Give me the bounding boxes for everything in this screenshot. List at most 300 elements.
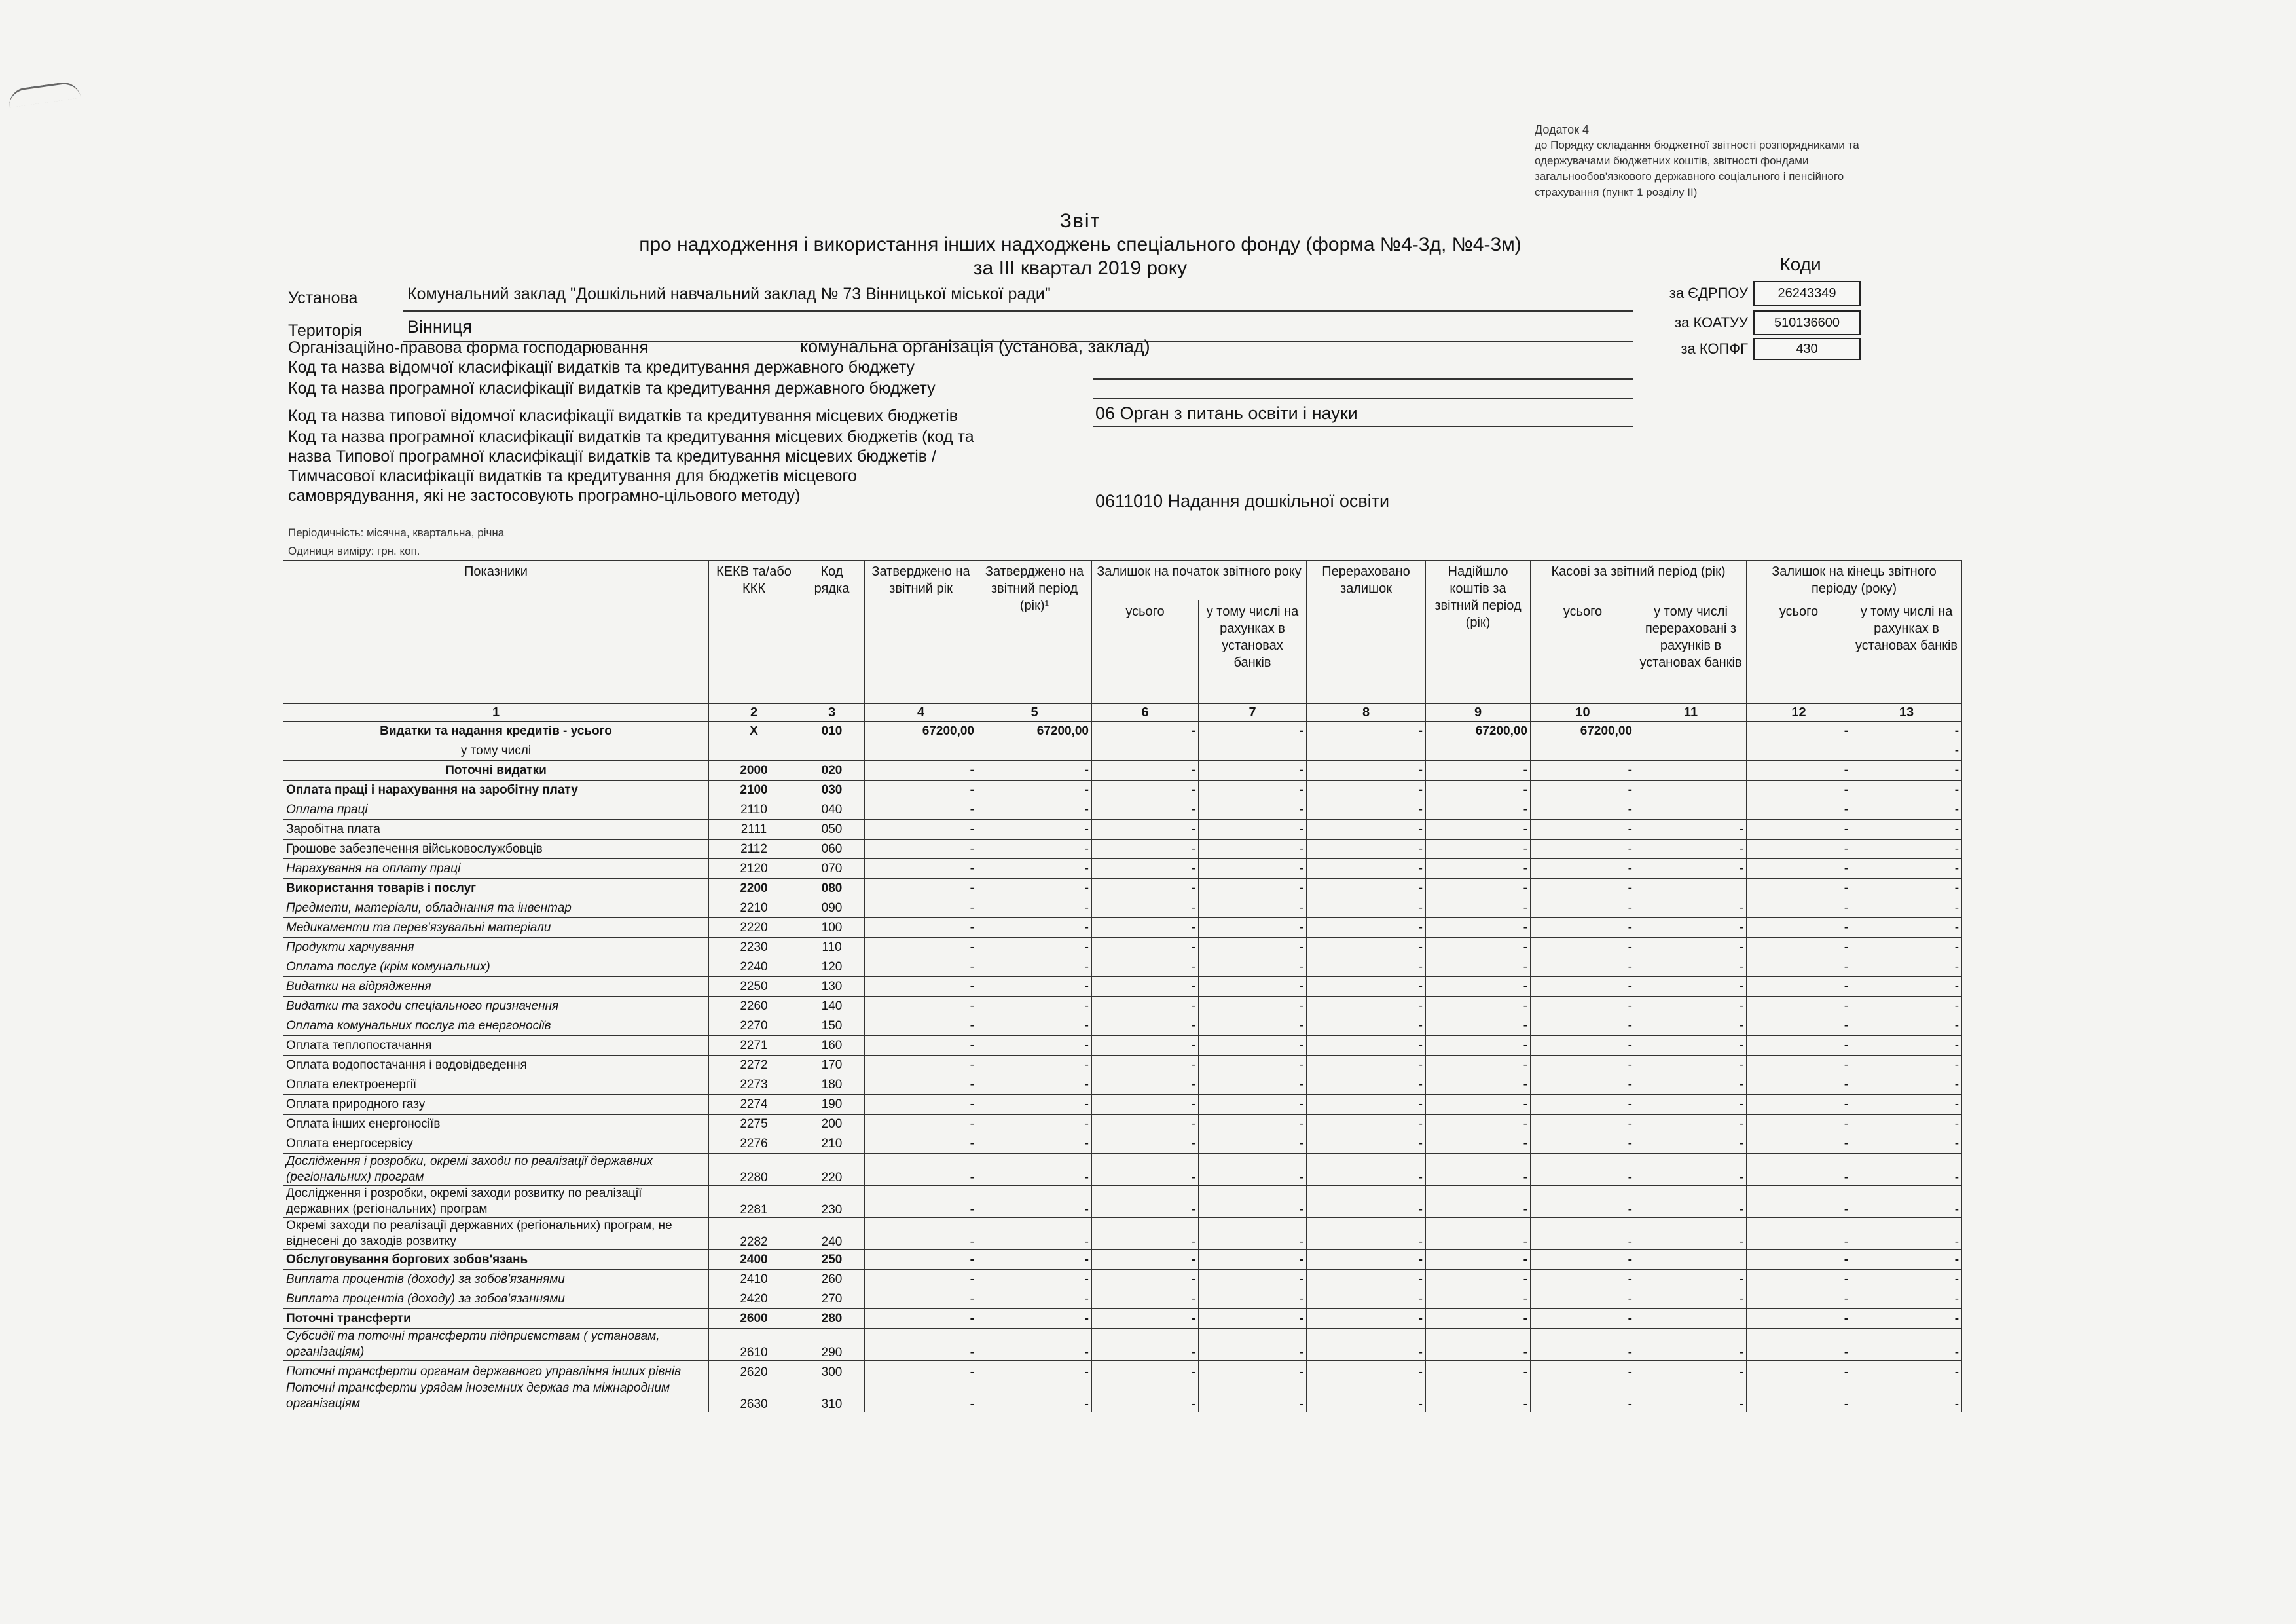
table-row [283,1309,1962,1329]
row-value: - [1851,977,1962,997]
row-value: - [1199,898,1307,918]
row-kekv: 2276 [709,1134,799,1154]
row-value: - [1092,977,1199,997]
row-value: - [1635,1095,1747,1115]
row-value: - [865,1095,977,1115]
row-value: - [1307,1309,1426,1329]
row-value: - [1531,1036,1635,1056]
row-kekv: 2230 [709,938,799,957]
row-kekv: 2410 [709,1270,799,1289]
underline [403,310,1633,312]
row-value: - [1747,1095,1851,1115]
row-value: - [1092,1154,1199,1186]
row-value: - [1747,1289,1851,1309]
row-value: - [1635,1134,1747,1154]
row-value: - [1307,1186,1426,1218]
row-code: 300 [799,1361,865,1380]
row-value: - [1307,938,1426,957]
row-value: - [1426,879,1531,898]
row-kekv: 2210 [709,898,799,918]
row-code: 090 [799,898,865,918]
row-code: 010 [799,722,865,741]
row-value: - [1747,1186,1851,1218]
row-value: - [1307,1154,1426,1186]
row-value: - [1199,1036,1307,1056]
annex-line: загальнообов'язкового державного соціального і пенсійного [1535,170,1844,183]
row-value: - [1531,997,1635,1016]
column-number: 5 [977,704,1092,722]
row-name: Оплата послуг (крім комунальних) [283,957,709,977]
row-value: - [865,1186,977,1218]
row-kekv: 2280 [709,1154,799,1186]
row-kekv: 2400 [709,1250,799,1270]
row-value: - [1199,859,1307,879]
row-code: 040 [799,800,865,820]
row-value: - [1635,918,1747,938]
row-value: - [1426,1134,1531,1154]
row-code: 060 [799,840,865,859]
row-code: 100 [799,918,865,938]
row-value: - [865,800,977,820]
header-approved-year: Затверджено на звітний рік [865,561,977,704]
row-code: 170 [799,1056,865,1075]
row-kekv: 2282 [709,1218,799,1250]
row-value: - [1426,820,1531,840]
row-value: - [1851,761,1962,781]
table-row [283,1361,1962,1380]
table-row [283,1016,1962,1036]
row-name: Оплата комунальних послуг та енергоносіїв [283,1016,709,1036]
row-value: - [1092,1218,1199,1250]
row-value: - [1635,1036,1747,1056]
column-number: 3 [799,704,865,722]
row-value: - [1426,1250,1531,1270]
row-value: - [1851,840,1962,859]
row-value: - [1426,1361,1531,1380]
row-value: - [1199,781,1307,800]
row-kekv: 2240 [709,957,799,977]
row-value: - [1531,800,1635,820]
row-value: - [865,1134,977,1154]
org-form-value: комунальна організація (установа, заклад) [800,337,1150,356]
row-value: - [1426,1036,1531,1056]
row-value: - [1426,977,1531,997]
row-value: - [977,1075,1092,1095]
column-number: 6 [1092,704,1199,722]
row-value: - [1747,1218,1851,1250]
row-value: - [1635,859,1747,879]
row-value: - [1307,1250,1426,1270]
row-value: - [977,859,1092,879]
row-code: 280 [799,1309,865,1329]
row-value: - [977,938,1092,957]
row-value: - [1199,1056,1307,1075]
row-value: - [1747,1250,1851,1270]
row-value: - [1426,918,1531,938]
row-value: - [1092,722,1199,741]
row-value: - [1199,1154,1307,1186]
row-code: 110 [799,938,865,957]
code-koatuu-value: 510136600 [1753,310,1861,335]
row-value: - [977,1134,1092,1154]
row-value: - [977,957,1092,977]
row-value: - [865,1309,977,1329]
row-value [1635,1250,1747,1270]
row-value: - [977,1218,1092,1250]
row-value: - [1307,977,1426,997]
row-value: - [977,1016,1092,1036]
row-value: - [1426,781,1531,800]
row-value: - [1531,859,1635,879]
row-kekv: 2273 [709,1075,799,1095]
row-kekv: 2281 [709,1186,799,1218]
row-value: - [1531,957,1635,977]
row-value: - [1307,997,1426,1016]
row-value: - [865,879,977,898]
row-name: Оплата водопостачання і водовідведення [283,1056,709,1075]
row-code: 050 [799,820,865,840]
row-value: - [1426,957,1531,977]
row-kekv: 2111 [709,820,799,840]
row-value: - [1851,1186,1962,1218]
row-value: - [1851,1134,1962,1154]
row-code: 080 [799,879,865,898]
report-title [393,210,1768,280]
row-value: - [1851,898,1962,918]
row-name: у тому числі [283,741,709,761]
row-value: - [1199,997,1307,1016]
row-value: - [1747,1036,1851,1056]
column-number: 9 [1426,704,1531,722]
row-kekv: X [709,722,799,741]
row-value [1426,741,1531,761]
row-value: - [1092,918,1199,938]
row-kekv: 2200 [709,879,799,898]
row-value: - [1851,1250,1962,1270]
institution-label: Установа [288,289,358,307]
row-value: - [1426,1186,1531,1218]
row-value [1635,761,1747,781]
row-value: - [1307,1380,1426,1412]
row-value: - [1199,1134,1307,1154]
row-value: - [1635,840,1747,859]
table-row [283,1380,1962,1412]
row-value [1307,741,1426,761]
row-value: - [1531,1380,1635,1412]
row-value: - [1092,781,1199,800]
institution-name: Комунальний заклад "Дошкільний навчальний заклад № 73 Вінницької міської ради" [407,285,1051,303]
table-row [283,1115,1962,1134]
column-number: 8 [1307,704,1426,722]
row-value: - [865,1036,977,1056]
row-value: - [1531,1186,1635,1218]
row-value: - [1199,938,1307,957]
row-value: - [977,781,1092,800]
row-kekv: 2274 [709,1095,799,1115]
row-value: - [1747,1270,1851,1289]
dept-class-label: Код та назва відомчої класифікації видатків та кредитування державного бюджету [288,358,915,377]
row-value: - [1531,840,1635,859]
row-value: - [1635,1115,1747,1134]
row-code: 220 [799,1154,865,1186]
table-row [283,898,1962,918]
row-value: - [1531,977,1635,997]
row-value: - [1307,1036,1426,1056]
row-value: - [1531,879,1635,898]
row-value: - [1747,957,1851,977]
table-row [283,1095,1962,1115]
row-value: - [865,1289,977,1309]
header-total: усього [1092,600,1199,704]
territory-value: Вінниця [407,317,472,337]
row-value: - [1747,1361,1851,1380]
row-value: - [1426,1154,1531,1186]
row-value: - [1635,1056,1747,1075]
row-value: - [1092,898,1199,918]
table-row [283,1329,1962,1361]
row-value: - [1747,820,1851,840]
header-in-banks: у тому числі на рахунках в установах банків [1851,600,1962,704]
row-value: - [1851,859,1962,879]
row-value: - [977,1154,1092,1186]
row-value: - [1635,1218,1747,1250]
row-kekv: 2250 [709,977,799,997]
org-form-label: Організаційно-правова форма господарювання [288,339,648,357]
row-value: - [1635,957,1747,977]
row-value: - [1426,1329,1531,1361]
row-value: - [865,938,977,957]
row-value: - [865,1056,977,1075]
row-value: - [1307,898,1426,918]
table-row [283,761,1962,781]
row-value: - [865,977,977,997]
row-value: - [1307,1329,1426,1361]
row-value: - [1199,1361,1307,1380]
header-total: усього [1747,600,1851,704]
row-value: - [1426,1218,1531,1250]
row-value: - [1307,1075,1426,1095]
row-value: - [1851,957,1962,977]
row-value: - [1747,1380,1851,1412]
row-name: Виплата процентів (доходу) за зобов'язаннями [283,1270,709,1289]
row-value: - [1851,741,1962,761]
row-value: - [1851,1115,1962,1134]
row-value: - [1747,722,1851,741]
underline [1093,426,1633,427]
row-value: - [1092,1270,1199,1289]
row-value: - [1851,1289,1962,1309]
row-value: 67200,00 [1531,722,1635,741]
row-value: - [1092,1186,1199,1218]
table-row [283,1250,1962,1270]
row-value: - [1851,722,1962,741]
row-value: - [977,1250,1092,1270]
row-value [1199,741,1307,761]
row-value [865,741,977,761]
row-value: - [1851,1309,1962,1329]
row-value: - [1747,977,1851,997]
row-value: - [1199,1095,1307,1115]
row-value: - [1199,1380,1307,1412]
row-value: - [1851,997,1962,1016]
row-value: - [977,1186,1092,1218]
row-value: - [865,1016,977,1036]
table-row [283,800,1962,820]
row-value: - [1426,1016,1531,1036]
row-value: - [1199,957,1307,977]
row-name: Оплата теплопостачання [283,1036,709,1056]
row-value: - [1307,957,1426,977]
row-kekv: 2220 [709,918,799,938]
row-kekv: 2420 [709,1289,799,1309]
table-row [283,957,1962,977]
row-code: 070 [799,859,865,879]
row-value: - [1307,1016,1426,1036]
table-row [283,1154,1962,1186]
row-name: Оплата енергосервісу [283,1134,709,1154]
row-value [1635,1309,1747,1329]
row-value: - [865,997,977,1016]
column-number: 10 [1531,704,1635,722]
table-row [283,859,1962,879]
row-value: - [1092,1036,1199,1056]
row-code: 020 [799,761,865,781]
row-value: - [1092,1134,1199,1154]
code-kopfg-row [1624,337,1861,361]
row-value: - [977,1095,1092,1115]
row-value: - [977,820,1092,840]
row-name: Обслуговування боргових зобов'язань [283,1250,709,1270]
row-value: - [1531,898,1635,918]
row-value: - [865,1270,977,1289]
row-value: 67200,00 [1426,722,1531,741]
row-value: - [865,840,977,859]
row-value: - [1531,938,1635,957]
row-value: - [1531,1056,1635,1075]
row-code: 260 [799,1270,865,1289]
row-kekv: 2110 [709,800,799,820]
label-line: самоврядування, які не застосовують програмно-цільового методу) [288,487,801,505]
row-value: - [977,800,1092,820]
row-value: - [1307,879,1426,898]
row-value: - [1426,938,1531,957]
code-label: за ЄДРПОУ [1669,285,1748,301]
annex-line: одержувачами бюджетних коштів, звітності фондами [1535,155,1809,167]
header-received: Надійшло коштів за звітний період (рік) [1426,561,1531,704]
local-prog-value: 0611010 Надання дошкільної освіти [1095,491,1390,511]
row-value: - [1851,820,1962,840]
column-number: 1 [283,704,709,722]
row-value: - [1199,1186,1307,1218]
row-value: - [1635,977,1747,997]
row-kekv: 2620 [709,1361,799,1380]
row-value: - [1199,918,1307,938]
row-value: - [1531,1095,1635,1115]
row-value: - [865,1218,977,1250]
row-value: - [865,957,977,977]
row-name: Продукти харчування [283,938,709,957]
row-value: - [1531,1134,1635,1154]
row-value: - [1531,1115,1635,1134]
row-value: - [1851,1056,1962,1075]
row-value: - [865,1250,977,1270]
row-value: - [1531,781,1635,800]
row-value: - [1092,1309,1199,1329]
row-value: - [1199,800,1307,820]
column-numbers-row [283,704,1962,722]
row-value: - [1747,761,1851,781]
row-name: Медикаменти та перев'язувальні матеріали [283,918,709,938]
row-value: - [1747,1329,1851,1361]
table-row [283,1186,1962,1218]
row-kekv: 2270 [709,1016,799,1036]
row-value: - [1531,1075,1635,1095]
row-value: - [1851,1218,1962,1250]
row-name: Виплата процентів (доходу) за зобов'язаннями [283,1289,709,1309]
row-value: - [1426,1380,1531,1412]
row-value: - [1426,840,1531,859]
row-value: - [1851,1361,1962,1380]
row-kekv: 2610 [709,1329,799,1361]
code-edrpou-value: 26243349 [1753,281,1861,306]
row-value: - [1092,1289,1199,1309]
row-kekv: 2000 [709,761,799,781]
table-row [283,1056,1962,1075]
row-value: - [1851,781,1962,800]
typical-dept-value: 06 Орган з питань освіти і науки [1095,403,1358,423]
row-value: - [1092,1016,1199,1036]
row-value: - [1531,1309,1635,1329]
table-row [283,977,1962,997]
row-value: - [1635,1075,1747,1095]
row-name: Оплата електроенергії [283,1075,709,1095]
row-value: - [1747,781,1851,800]
row-value: - [1199,879,1307,898]
row-value: - [1199,1016,1307,1036]
row-name: Оплата праці і нарахування на заробітну плату [283,781,709,800]
annex-line: страхування (пункт 1 розділу ІІ) [1535,186,1698,198]
row-value: - [977,840,1092,859]
row-value: - [1531,1250,1635,1270]
annex-line: Додаток 4 [1535,123,1590,136]
row-value: - [865,918,977,938]
row-value [1531,741,1635,761]
row-value: - [865,1380,977,1412]
row-value: - [1747,898,1851,918]
row-value [977,741,1092,761]
row-value: - [1531,1154,1635,1186]
row-value [1747,741,1851,761]
header-balance-start: Залишок на початок звітного року [1092,561,1307,600]
row-value: - [1635,997,1747,1016]
row-kekv: 2260 [709,997,799,1016]
table-row [283,781,1962,800]
row-value: - [1531,761,1635,781]
table-row [283,918,1962,938]
column-number: 13 [1851,704,1962,722]
row-code: 310 [799,1380,865,1412]
row-code: 210 [799,1134,865,1154]
table-row [283,1218,1962,1250]
row-value: - [1531,1270,1635,1289]
table-row [283,741,1962,761]
codes-header: Коди [1779,254,1821,274]
territory-label: Територія [288,322,363,340]
table-row [283,1289,1962,1309]
row-value: - [1635,1380,1747,1412]
row-kekv: 2120 [709,859,799,879]
row-value: - [1747,918,1851,938]
